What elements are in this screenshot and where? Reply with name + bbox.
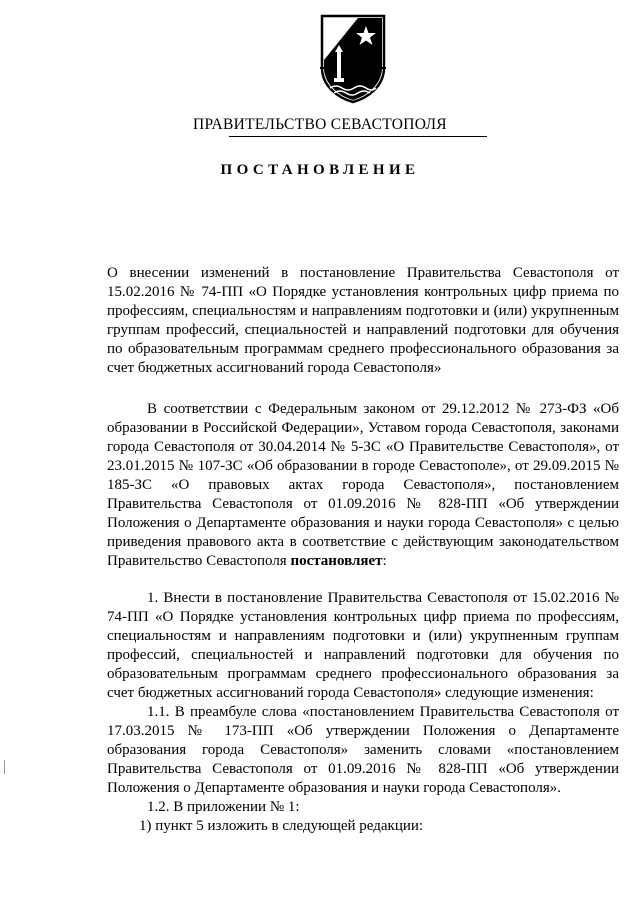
item-1: 1. Внести в постановление Правительства Севастополя от 15.02.2016 № 74-ПП «О Порядке установления контрольных цифр приема по профессиям, специальностям и направлениям подготовки и (или) укрупненным группам профессий, специальностей и направлений подготовки для обучения по образовательным программам среднего профессионального образования за счет бюджетных ассигнований города Севастополя» следующие изменения: (107, 590, 619, 701)
subitem-1: 1) пункт 5 изложить в следующей редакции: (139, 818, 424, 834)
preamble-text: В соответствии с Федеральным законом от 29.12.2012 № 273-ФЗ «Об образовании в Российской Федерации», Уставом города Севастополя, законами города Севастополя от 30.04.2014 № 5-ЗС «О Правительстве Севастополя», от 23.01.2015 № 107-ЗС «Об образовании в городе Севастополе», от 29.09.2015 № 185-ЗС «О правовых актах города Севастополя», постановлением Правительства Севастополя от 01.09.2016 № 828-ПП «Об утверждении Положения о Департаменте образования и науки города Севастополя» с целью приведения правового акта в соответствие с действующим законодательством Правительство Севастополя (107, 401, 619, 569)
decree-word: постановляет (290, 553, 383, 569)
document-subject: О внесении изменений в постановление Правительства Севастополя от 15.02.2016 № 74-ПП «О Порядке установления контрольных цифр приема по профессиям, специальностям и направлениям подготовки и (или) укрупненным группам профессий, специальностей и направлений подготовки для обучения по образовательным программам среднего профессионального образования за счет бюджетных ассигнований города Севастополя» (107, 265, 619, 376)
margin-mark (4, 760, 5, 774)
item-1-2: 1.2. В приложении № 1: (147, 799, 300, 815)
preamble-paragraph (107, 400, 619, 571)
decree-colon: : (382, 553, 387, 569)
sevastopol-coat-of-arms-icon (318, 12, 388, 104)
government-title: ПРАВИТЕЛЬСТВО СЕВАСТОПОЛЯ (193, 116, 447, 133)
item-1-1: 1.1. В преамбуле слова «постановлением Правительства Севастополя от 17.03.2015 № 173-ПП «Об утверждении Положения о Департаменте образования города Севастополя» заменить словами «постановлением Правительства Севастополя от 01.09.2016 № 828-ПП «Об утверждении Положения о Департаменте образования и науки города Севастополя». (107, 704, 619, 796)
document-body (107, 264, 619, 836)
title-underline (229, 136, 487, 137)
document-type-heading: ПОСТАНОВЛЕНИЕ (220, 162, 420, 178)
